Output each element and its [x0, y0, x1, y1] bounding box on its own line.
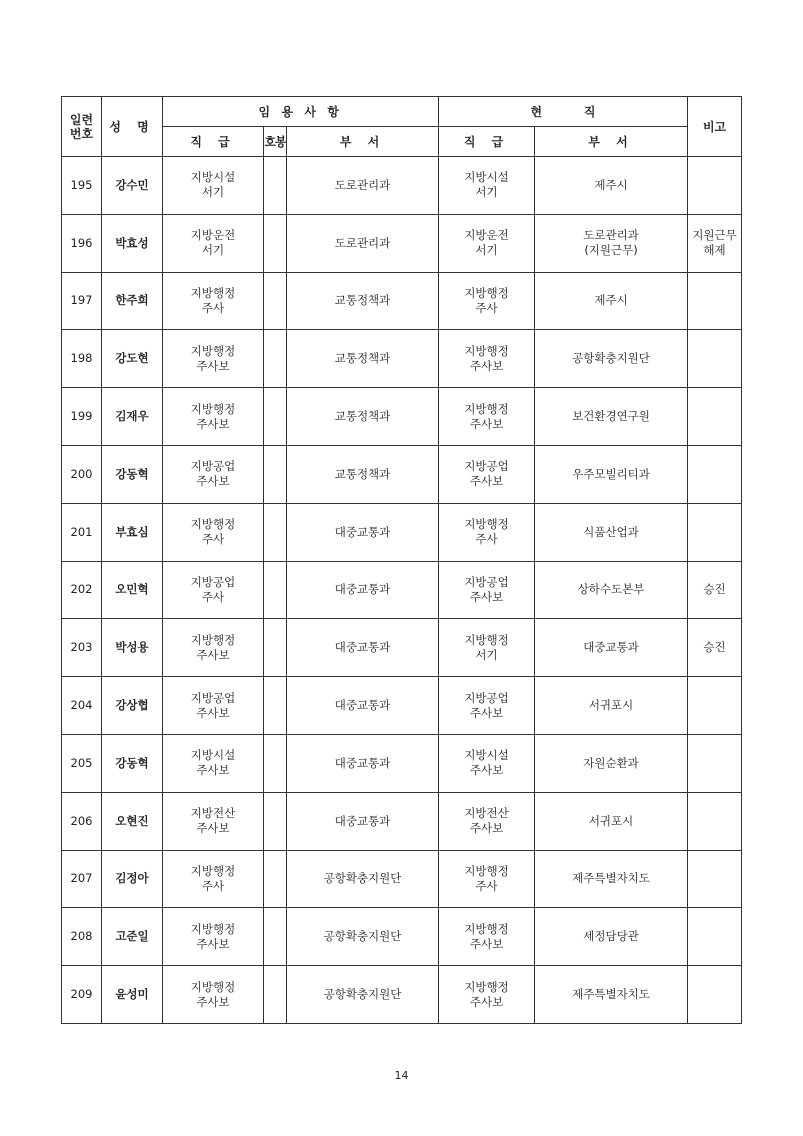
- name-cell: 오민혁: [102, 561, 163, 619]
- current-grade-line: 주사보: [469, 358, 504, 373]
- step-cell: [264, 734, 287, 792]
- current-grade-cell: [439, 157, 535, 215]
- appointment-grade-line: 주사보: [196, 647, 230, 662]
- appointment-department-cell: 교통정책과: [287, 272, 439, 330]
- serial-number-cell: 201: [62, 503, 102, 561]
- step-cell: [264, 850, 287, 908]
- appointment-grade-line: 지방공업: [190, 574, 236, 589]
- name-cell: 강동혁: [102, 445, 163, 503]
- appointment-grade-cell: [163, 966, 264, 1024]
- current-department-line: 제주특별자치도: [572, 987, 650, 1002]
- appointment-department-cell: 대중교통과: [287, 734, 439, 792]
- current-department-cell: [535, 734, 688, 792]
- current-grade-cell: [439, 908, 535, 966]
- current-grade-line: 지방행정: [464, 343, 509, 358]
- serial-number-cell: 207: [62, 850, 102, 908]
- step-cell: [264, 503, 287, 561]
- serial-number-cell: 206: [62, 792, 102, 850]
- current-department-cell: [535, 966, 688, 1024]
- appointment-grade-line: 지방행정: [190, 343, 236, 358]
- current-grade-line: 주사: [475, 878, 498, 893]
- table-row: [62, 966, 742, 1024]
- table-row: [62, 272, 742, 330]
- appointment-department-cell: 도로관리과: [287, 157, 439, 215]
- name-cell: 고준일: [102, 908, 163, 966]
- step-cell: [264, 388, 287, 446]
- current-grade-line: 주사: [475, 300, 498, 315]
- appointment-department-cell: 대중교통과: [287, 677, 439, 735]
- step-cell: [264, 330, 287, 388]
- serial-number-cell: 205: [62, 734, 102, 792]
- current-department-line: 제주시: [594, 177, 628, 192]
- current-grade-line: 지방행정: [464, 285, 509, 300]
- remark-cell: [688, 850, 742, 908]
- header-current-department: 부 서: [535, 127, 688, 157]
- appointment-department-cell: 도로관리과: [287, 214, 439, 272]
- current-grade-line: 주사보: [469, 821, 504, 836]
- serial-number-cell: 197: [62, 272, 102, 330]
- current-grade-cell: [439, 561, 535, 619]
- current-grade-cell: [439, 792, 535, 850]
- header-grade: 직 급: [163, 127, 264, 157]
- appointment-grade-line: 지방행정: [190, 979, 236, 994]
- appointment-department-cell: 교통정책과: [287, 445, 439, 503]
- current-department-line: 세정담당관: [583, 929, 639, 944]
- table-body: [62, 157, 742, 1024]
- name-cell: 박효성: [102, 214, 163, 272]
- name-cell: 김재우: [102, 388, 163, 446]
- current-grade-line: 지방시설: [464, 170, 509, 185]
- current-grade-cell: [439, 619, 535, 677]
- appointment-department-cell: 대중교통과: [287, 561, 439, 619]
- appointment-grade-cell: [163, 330, 264, 388]
- appointment-grade-cell: [163, 388, 264, 446]
- header-step: 호봉: [264, 127, 287, 157]
- current-grade-line: 지방공업: [464, 574, 509, 589]
- current-department-cell: [535, 792, 688, 850]
- remark-cell: [688, 619, 742, 677]
- current-department-cell: [535, 561, 688, 619]
- name-cell: 오현진: [102, 792, 163, 850]
- current-department-line: 서귀포시: [588, 813, 634, 828]
- appointment-grade-line: 서기: [201, 243, 225, 258]
- current-department-line: 공항확충지원단: [572, 351, 650, 366]
- appointment-grade-line: 지방공업: [190, 459, 236, 474]
- current-department-cell: [535, 908, 688, 966]
- current-grade-cell: [439, 445, 535, 503]
- current-grade-cell: [439, 503, 535, 561]
- current-grade-line: 지방행정: [464, 921, 509, 936]
- appointment-grade-cell: [163, 157, 264, 215]
- header-serial-line-2: 번호: [69, 126, 94, 141]
- step-cell: [264, 445, 287, 503]
- current-department-line: 자원순환과: [583, 755, 639, 770]
- remark-cell: [688, 388, 742, 446]
- appointment-table: [61, 96, 742, 1024]
- current-department-line: 대중교통과: [583, 640, 639, 655]
- table-header: [62, 97, 742, 157]
- appointment-department-cell: 대중교통과: [287, 503, 439, 561]
- current-grade-line: 주사: [475, 532, 498, 547]
- table-row: [62, 157, 742, 215]
- step-cell: [264, 272, 287, 330]
- serial-number-cell: 208: [62, 908, 102, 966]
- appointment-grade-line: 주사보: [196, 705, 230, 720]
- current-grade-line: 주사보: [469, 705, 504, 720]
- remark-cell: [688, 272, 742, 330]
- appointment-grade-cell: [163, 850, 264, 908]
- appointment-grade-cell: [163, 272, 264, 330]
- appointment-grade-cell: [163, 214, 264, 272]
- remark-line: 지원근무: [692, 228, 737, 243]
- appointment-grade-line: 주사: [201, 589, 225, 604]
- current-department-line: 보건환경연구원: [572, 409, 650, 424]
- step-cell: [264, 966, 287, 1024]
- appointment-grade-line: 주사: [201, 878, 225, 893]
- page-number: 14: [394, 1069, 409, 1082]
- current-grade-line: 서기: [475, 647, 498, 662]
- appointment-grade-line: 주사보: [196, 416, 230, 431]
- table-row: [62, 214, 742, 272]
- current-grade-line: 서기: [475, 185, 498, 200]
- current-grade-cell: [439, 214, 535, 272]
- appointment-grade-line: 지방공업: [190, 690, 236, 705]
- appointment-grade-line: 주사: [201, 532, 225, 547]
- remark-cell: [688, 214, 742, 272]
- remark-cell: [688, 445, 742, 503]
- name-cell: 윤성미: [102, 966, 163, 1024]
- appointment-grade-line: 주사보: [196, 358, 230, 373]
- header-remark: 비고: [688, 97, 742, 157]
- current-grade-cell: [439, 734, 535, 792]
- step-cell: [264, 214, 287, 272]
- current-grade-line: 지방공업: [464, 459, 509, 474]
- appointment-grade-cell: [163, 677, 264, 735]
- current-grade-cell: [439, 330, 535, 388]
- serial-number-cell: 195: [62, 157, 102, 215]
- current-department-line: 서귀포시: [588, 698, 634, 713]
- name-cell: 부효심: [102, 503, 163, 561]
- serial-number-cell: 198: [62, 330, 102, 388]
- serial-number-cell: 209: [62, 966, 102, 1024]
- step-cell: [264, 908, 287, 966]
- current-department-line: 제주특별자치도: [572, 871, 650, 886]
- current-grade-line: 주사보: [469, 936, 504, 951]
- current-grade-cell: [439, 677, 535, 735]
- appointment-grade-line: 주사보: [196, 474, 230, 489]
- current-department-line: 상하수도본부: [577, 582, 645, 597]
- appointment-grade-line: 지방시설: [190, 748, 236, 763]
- current-grade-line: 주사보: [469, 994, 504, 1009]
- current-grade-line: 지방시설: [464, 748, 509, 763]
- table-row: [62, 734, 742, 792]
- current-grade-line: 지방행정: [464, 863, 509, 878]
- table-row: [62, 503, 742, 561]
- remark-cell: [688, 734, 742, 792]
- name-cell: 박성용: [102, 619, 163, 677]
- appointment-grade-line: 서기: [201, 185, 225, 200]
- appointment-grade-line: 지방행정: [190, 285, 236, 300]
- current-department-cell: [535, 330, 688, 388]
- serial-number-cell: 202: [62, 561, 102, 619]
- current-grade-line: 주사보: [469, 416, 504, 431]
- appointment-department-cell: 공항확충지원단: [287, 908, 439, 966]
- appointment-department-cell: 공항확충지원단: [287, 966, 439, 1024]
- step-cell: [264, 792, 287, 850]
- current-grade-line: 주사보: [469, 763, 504, 778]
- appointment-department-cell: 공항확충지원단: [287, 850, 439, 908]
- remark-cell: [688, 330, 742, 388]
- remark-cell: [688, 561, 742, 619]
- appointment-department-cell: 대중교통과: [287, 792, 439, 850]
- appointment-department-cell: 교통정책과: [287, 388, 439, 446]
- table-row: [62, 908, 742, 966]
- table-row: [62, 850, 742, 908]
- current-grade-line: 서기: [475, 243, 498, 258]
- current-department-cell: [535, 850, 688, 908]
- table-row: [62, 619, 742, 677]
- current-grade-line: 지방행정: [464, 632, 509, 647]
- appointment-grade-line: 지방행정: [190, 863, 236, 878]
- appointment-grade-line: 지방행정: [190, 632, 236, 647]
- name-cell: 강도현: [102, 330, 163, 388]
- header-serial-number: [62, 97, 102, 157]
- current-department-line: 제주시: [594, 293, 628, 308]
- current-department-line: 도로관리과: [583, 228, 639, 243]
- table-row: [62, 330, 742, 388]
- current-department-cell: [535, 677, 688, 735]
- appointment-grade-line: 주사보: [196, 936, 230, 951]
- appointment-grade-cell: [163, 561, 264, 619]
- current-grade-line: 주사보: [469, 589, 504, 604]
- current-grade-cell: [439, 388, 535, 446]
- appointment-grade-line: 지방행정: [190, 517, 236, 532]
- current-grade-line: 지방전산: [464, 806, 509, 821]
- header-appointment: 임 용 사 항: [163, 97, 439, 127]
- remark-line: 승진: [703, 582, 726, 597]
- current-grade-cell: [439, 272, 535, 330]
- current-department-line: 식품산업과: [583, 524, 639, 539]
- appointment-grade-cell: [163, 503, 264, 561]
- remark-cell: [688, 908, 742, 966]
- appointment-grade-cell: [163, 792, 264, 850]
- appointment-grade-cell: [163, 908, 264, 966]
- appointment-department-cell: 대중교통과: [287, 619, 439, 677]
- current-grade-cell: [439, 966, 535, 1024]
- table-row: [62, 677, 742, 735]
- name-cell: 김정아: [102, 850, 163, 908]
- appointment-grade-cell: [163, 734, 264, 792]
- name-cell: 한주희: [102, 272, 163, 330]
- appointment-grade-line: 지방행정: [190, 921, 236, 936]
- serial-number-cell: 196: [62, 214, 102, 272]
- remark-line: 승진: [703, 640, 726, 655]
- appointment-grade-line: 지방운전: [190, 228, 236, 243]
- name-cell: 강수민: [102, 157, 163, 215]
- current-department-cell: [535, 445, 688, 503]
- current-grade-line: 지방행정: [464, 517, 509, 532]
- serial-number-cell: 203: [62, 619, 102, 677]
- current-grade-line: 지방운전: [464, 228, 509, 243]
- remark-cell: [688, 503, 742, 561]
- remark-cell: [688, 966, 742, 1024]
- current-grade-line: 지방행정: [464, 979, 509, 994]
- table-row: [62, 388, 742, 446]
- current-grade-line: 주사보: [469, 474, 504, 489]
- serial-number-cell: 204: [62, 677, 102, 735]
- serial-number-cell: 200: [62, 445, 102, 503]
- appointment-grade-cell: [163, 619, 264, 677]
- remark-cell: [688, 677, 742, 735]
- appointment-grade-line: 주사보: [196, 994, 230, 1009]
- step-cell: [264, 677, 287, 735]
- appointment-grade-line: 주사: [201, 300, 225, 315]
- header-name: 성 명: [102, 97, 163, 157]
- remark-line: 해제: [703, 243, 726, 258]
- remark-cell: [688, 792, 742, 850]
- name-cell: 강동혁: [102, 734, 163, 792]
- appointment-grade-line: 지방행정: [190, 401, 236, 416]
- current-department-line: (지원근무): [584, 243, 638, 258]
- header-serial-line-1: 일련: [69, 112, 94, 127]
- appointment-grade-line: 주사보: [196, 763, 230, 778]
- appointment-grade-cell: [163, 445, 264, 503]
- current-department-cell: [535, 503, 688, 561]
- header-current-position: 현 직: [439, 97, 688, 127]
- table-row: [62, 445, 742, 503]
- current-department-cell: [535, 388, 688, 446]
- appointment-department-cell: 교통정책과: [287, 330, 439, 388]
- table-row: [62, 792, 742, 850]
- step-cell: [264, 561, 287, 619]
- current-department-cell: [535, 214, 688, 272]
- step-cell: [264, 619, 287, 677]
- step-cell: [264, 157, 287, 215]
- header-current-grade: 직 급: [439, 127, 535, 157]
- serial-number-cell: 199: [62, 388, 102, 446]
- current-department-cell: [535, 157, 688, 215]
- current-department-cell: [535, 619, 688, 677]
- remark-cell: [688, 157, 742, 215]
- name-cell: 강상협: [102, 677, 163, 735]
- current-grade-line: 지방행정: [464, 401, 509, 416]
- appointment-grade-line: 주사보: [196, 821, 230, 836]
- current-department-line: 우주모빌리티과: [572, 466, 650, 481]
- appointment-grade-line: 지방시설: [190, 170, 236, 185]
- header-department: 부 서: [287, 127, 439, 157]
- current-grade-cell: [439, 850, 535, 908]
- table-row: [62, 561, 742, 619]
- current-department-cell: [535, 272, 688, 330]
- current-grade-line: 지방공업: [464, 690, 509, 705]
- appointment-grade-line: 지방전산: [190, 806, 236, 821]
